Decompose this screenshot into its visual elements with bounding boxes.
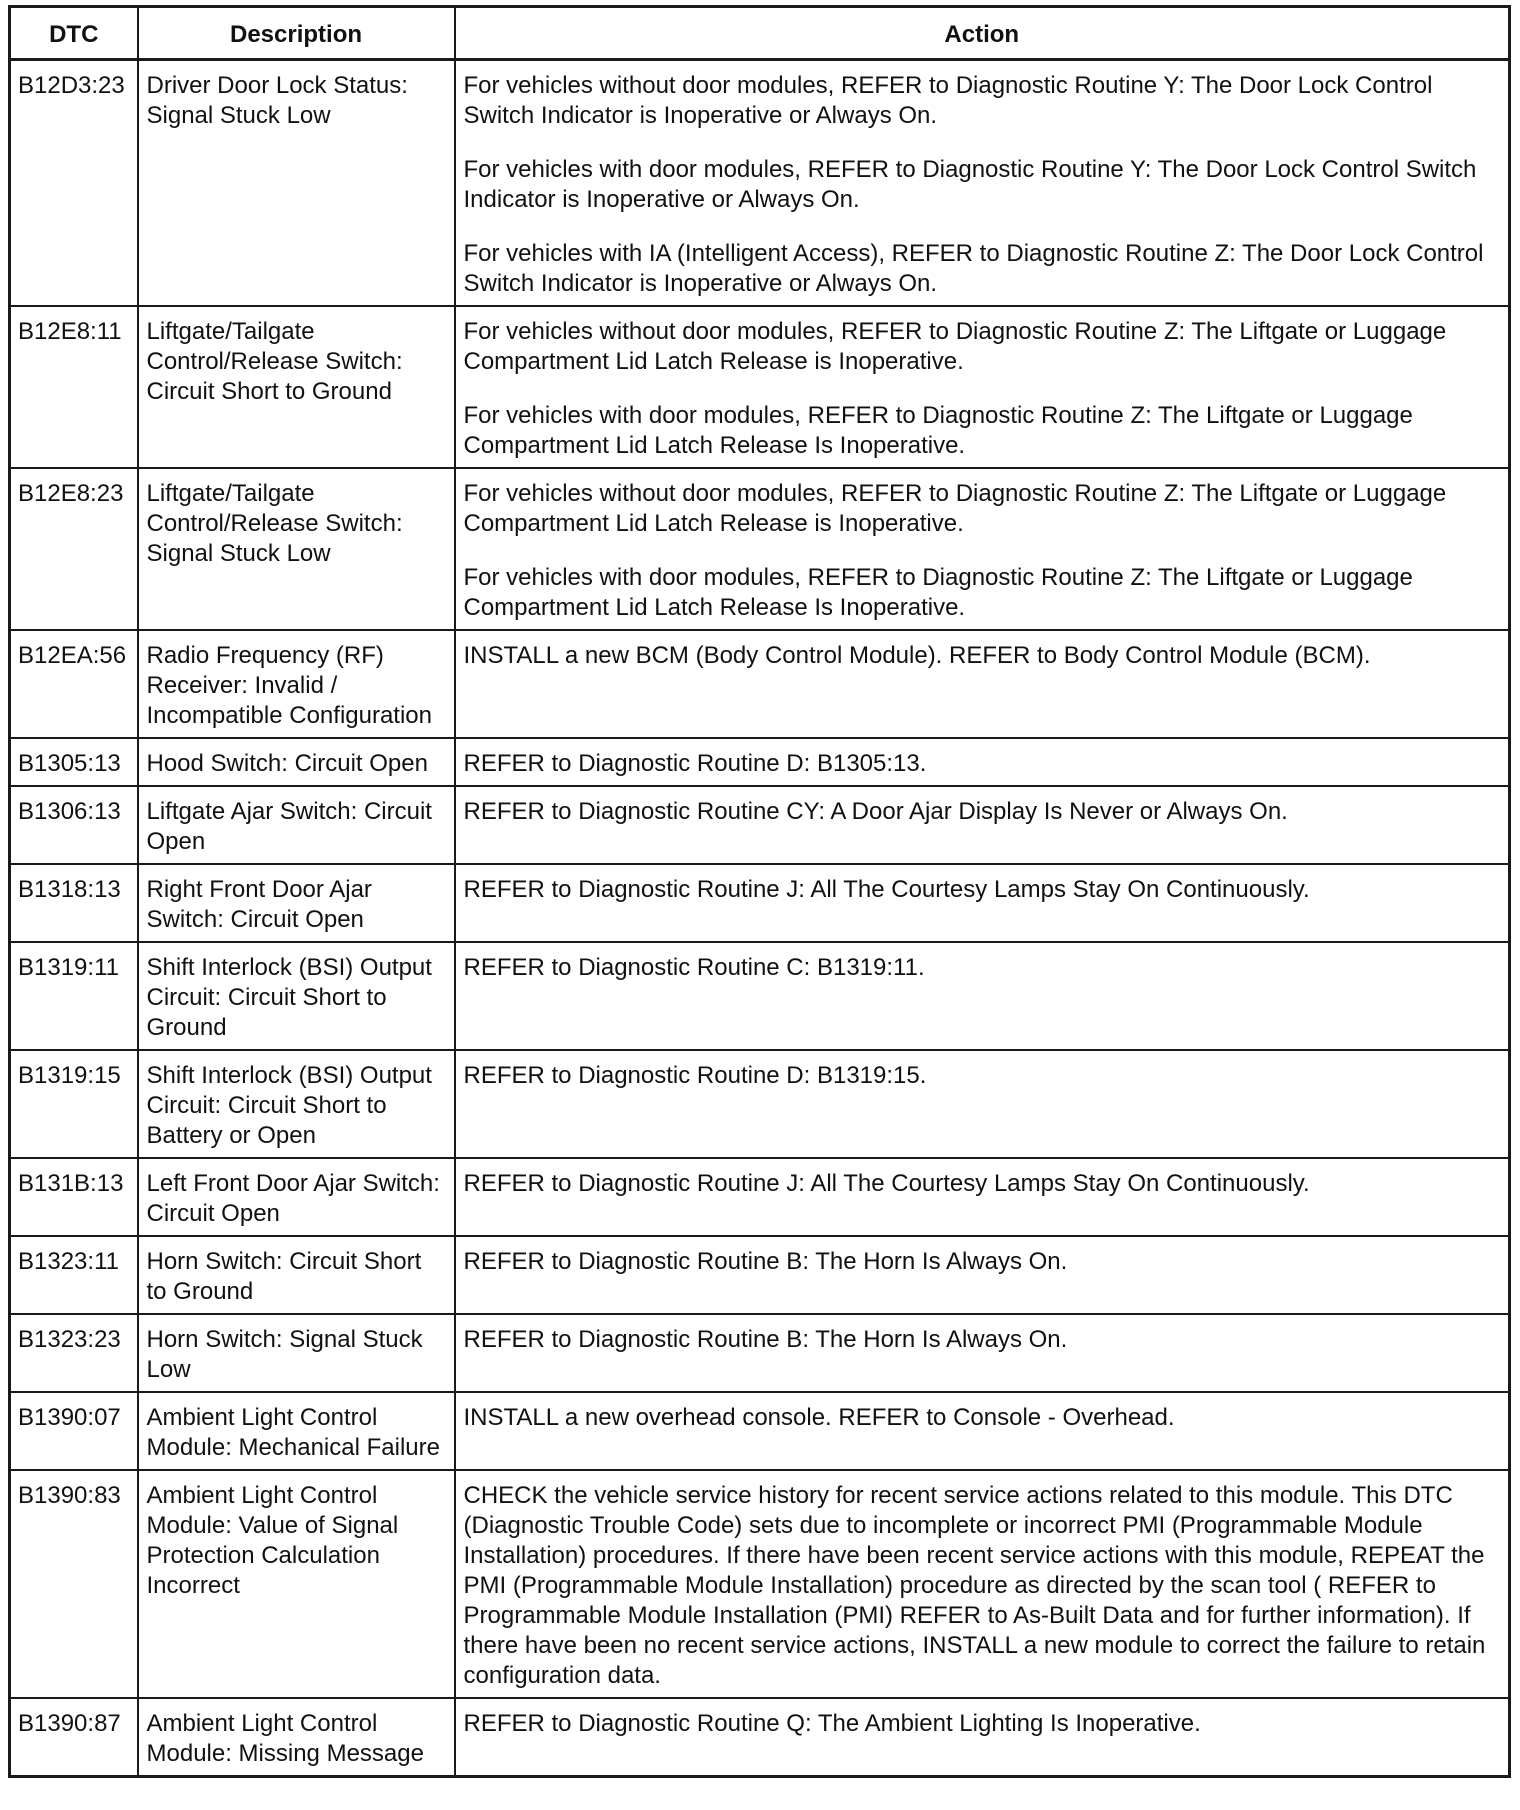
table-row (10, 738, 1510, 786)
dtc-code-cell: B1306:13 (10, 786, 138, 864)
table-row (10, 1470, 1510, 1698)
action-cell (455, 1236, 1510, 1314)
action-paragraph: REFER to Diagnostic Routine C: B1319:11. (463, 954, 925, 981)
action-cell (455, 738, 1510, 786)
action-cell (455, 60, 1510, 307)
description-cell: Horn Switch: Circuit Short to Ground (138, 1236, 455, 1314)
action-paragraph: For vehicles without door modules, REFER to Diagnostic Routine Z: The Liftgate or Luggage Compartment Lid Latch Release is Inoperative. (463, 318, 1447, 375)
description-cell: Shift Interlock (BSI) Output Circuit: Circuit Short to Battery or Open (138, 1050, 455, 1158)
dtc-code-cell: B12E8:23 (10, 468, 138, 630)
description-cell: Liftgate Ajar Switch: Circuit Open (138, 786, 455, 864)
action-cell (455, 1698, 1510, 1777)
table-row (10, 942, 1510, 1050)
table-row (10, 1236, 1510, 1314)
action-paragraph: REFER to Diagnostic Routine Q: The Ambient Lighting Is Inoperative. (463, 1710, 1201, 1737)
table-row (10, 1698, 1510, 1777)
dtc-code-cell: B12E8:11 (10, 306, 138, 468)
description-cell: Ambient Light Control Module: Mechanical Failure (138, 1392, 455, 1470)
dtc-code-cell: B1318:13 (10, 864, 138, 942)
table-row (10, 1050, 1510, 1158)
dtc-table-container (8, 5, 1508, 1778)
action-cell (455, 630, 1510, 738)
dtc-code-cell: B131B:13 (10, 1158, 138, 1236)
action-paragraph: For vehicles without door modules, REFER to Diagnostic Routine Y: The Door Lock Control Switch Indicator is Inoperative or Always On. (463, 72, 1433, 129)
action-paragraph: REFER to Diagnostic Routine D: B1305:13. (463, 750, 927, 777)
action-paragraph: REFER to Diagnostic Routine D: B1319:15. (463, 1062, 927, 1089)
action-cell (455, 864, 1510, 942)
action-paragraph: INSTALL a new overhead console. REFER to Console - Overhead. (463, 1404, 1175, 1431)
action-paragraph: REFER to Diagnostic Routine J: All The Courtesy Lamps Stay On Continuously. (463, 876, 1310, 903)
dtc-code-cell: B1390:83 (10, 1470, 138, 1698)
dtc-code-cell: B1323:11 (10, 1236, 138, 1314)
table-row (10, 1158, 1510, 1236)
description-cell: Radio Frequency (RF) Receiver: Invalid / Incompatible Configuration (138, 630, 455, 738)
description-cell: Shift Interlock (BSI) Output Circuit: Circuit Short to Ground (138, 942, 455, 1050)
action-paragraph: REFER to Diagnostic Routine J: All The Courtesy Lamps Stay On Continuously. (463, 1170, 1310, 1197)
dtc-code-cell: B1305:13 (10, 738, 138, 786)
table-row (10, 864, 1510, 942)
description-cell: Horn Switch: Signal Stuck Low (138, 1314, 455, 1392)
dtc-code-cell: B1390:07 (10, 1392, 138, 1470)
dtc-code-cell: B12EA:56 (10, 630, 138, 738)
table-row (10, 60, 1510, 307)
header-action: Action (455, 7, 1510, 60)
table-row (10, 1314, 1510, 1392)
dtc-code-cell: B1319:11 (10, 942, 138, 1050)
action-cell (455, 1470, 1510, 1698)
header-description: Description (138, 7, 455, 60)
table-row (10, 630, 1510, 738)
action-paragraph: REFER to Diagnostic Routine B: The Horn Is Always On. (463, 1326, 1068, 1353)
table-row (10, 786, 1510, 864)
table-row (10, 306, 1510, 468)
dtc-code-cell: B1390:87 (10, 1698, 138, 1777)
action-cell (455, 942, 1510, 1050)
table-header-row (10, 7, 1510, 60)
description-cell: Liftgate/Tailgate Control/Release Switch: Signal Stuck Low (138, 468, 455, 630)
dtc-table (8, 5, 1511, 1778)
description-cell: Right Front Door Ajar Switch: Circuit Open (138, 864, 455, 942)
action-paragraph: CHECK the vehicle service history for recent service actions related to this module. This DTC (Diagnostic Trouble Code) sets due to incomplete or incorrect PMI (Programmable Module Installation) procedures. If there have been recent service actions with this module, REPEAT the PMI (Programmable Module Installation) procedure as directed by the scan tool ( REFER to Programmable Module Installation (PMI) REFER to As-Built Data and for further information). If there have been no recent service actions, INSTALL a new module to correct the failure to retain configuration data. (463, 1482, 1486, 1689)
description-cell: Driver Door Lock Status: Signal Stuck Low (138, 60, 455, 307)
description-cell: Left Front Door Ajar Switch: Circuit Open (138, 1158, 455, 1236)
table-body (10, 60, 1510, 1777)
action-cell (455, 1050, 1510, 1158)
action-paragraph: INSTALL a new BCM (Body Control Module). REFER to Body Control Module (BCM). (463, 642, 1371, 669)
action-cell (455, 306, 1510, 468)
action-cell (455, 468, 1510, 630)
action-paragraph: For vehicles without door modules, REFER to Diagnostic Routine Z: The Liftgate or Luggage Compartment Lid Latch Release is Inoperative. (463, 480, 1447, 537)
table-row (10, 468, 1510, 630)
dtc-code-cell: B1319:15 (10, 1050, 138, 1158)
description-cell: Ambient Light Control Module: Value of Signal Protection Calculation Incorrect (138, 1470, 455, 1698)
action-cell (455, 1314, 1510, 1392)
action-cell (455, 786, 1510, 864)
dtc-code-cell: B12D3:23 (10, 60, 138, 307)
action-cell (455, 1392, 1510, 1470)
table-row (10, 1392, 1510, 1470)
action-paragraph: For vehicles with door modules, REFER to Diagnostic Routine Y: The Door Lock Control Switch Indicator is Inoperative or Always On. (463, 156, 1477, 213)
action-paragraph: REFER to Diagnostic Routine B: The Horn Is Always On. (463, 1248, 1068, 1275)
header-dtc: DTC (10, 7, 138, 60)
action-paragraph: For vehicles with door modules, REFER to Diagnostic Routine Z: The Liftgate or Luggage Compartment Lid Latch Release Is Inoperative. (463, 564, 1413, 621)
description-cell: Ambient Light Control Module: Missing Message (138, 1698, 455, 1777)
action-paragraph: For vehicles with IA (Intelligent Access), REFER to Diagnostic Routine Z: The Door Lock Control Switch Indicator is Inoperative or Always On. (463, 240, 1484, 297)
dtc-code-cell: B1323:23 (10, 1314, 138, 1392)
description-cell: Hood Switch: Circuit Open (138, 738, 455, 786)
action-paragraph: REFER to Diagnostic Routine CY: A Door Ajar Display Is Never or Always On. (463, 798, 1288, 825)
action-paragraph: For vehicles with door modules, REFER to Diagnostic Routine Z: The Liftgate or Luggage Compartment Lid Latch Release Is Inoperative. (463, 402, 1413, 459)
action-cell (455, 1158, 1510, 1236)
description-cell: Liftgate/Tailgate Control/Release Switch: Circuit Short to Ground (138, 306, 455, 468)
